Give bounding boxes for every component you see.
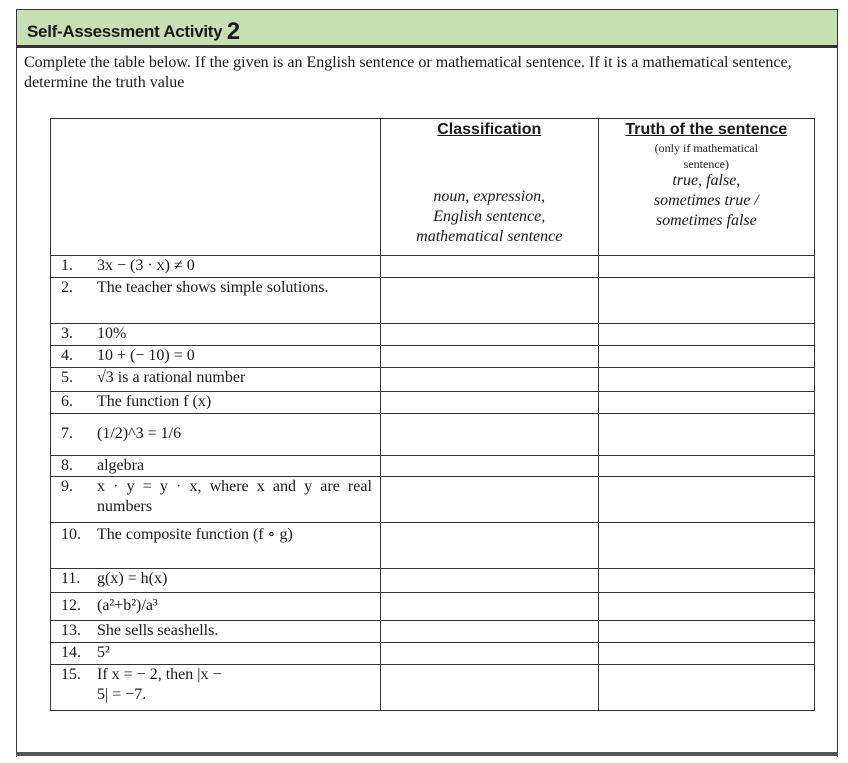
table-row [51, 392, 815, 414]
truth-answer-cell[interactable] [598, 256, 814, 278]
item-cell: 6. The function f (x) [51, 392, 381, 414]
table-row [51, 569, 815, 593]
table-row [51, 278, 815, 324]
item-cell: 10. The composite function (f ∘ g) [51, 523, 381, 569]
classification-answer-cell[interactable] [380, 278, 598, 324]
classification-answer-cell[interactable] [380, 569, 598, 593]
item-cell: 12. (a²+b²)/a³ [51, 593, 381, 621]
item-cell: 15. If x = − 2, then |x − 5| = −7. [51, 665, 381, 711]
bottom-border [16, 752, 838, 756]
classification-answer-cell[interactable] [380, 456, 598, 477]
table-row [51, 414, 815, 456]
item-cell: 13. She sells seashells. [51, 621, 381, 643]
truth-answer-cell[interactable] [598, 278, 814, 324]
table-row [51, 256, 815, 278]
truth-answer-cell[interactable] [598, 346, 814, 368]
header-divider [16, 46, 838, 48]
truth-answer-cell[interactable] [598, 621, 814, 643]
truth-answer-cell[interactable] [598, 643, 814, 665]
truth-answer-cell[interactable] [598, 392, 814, 414]
classification-answer-cell[interactable] [380, 665, 598, 711]
table-row [51, 593, 815, 621]
item-cell: 5. √3 is a rational number [51, 368, 381, 392]
truth-answer-cell[interactable] [598, 523, 814, 569]
classification-answer-cell[interactable] [380, 256, 598, 278]
assessment-table [50, 118, 815, 711]
table-row [51, 368, 815, 392]
classification-answer-cell[interactable] [380, 346, 598, 368]
truth-answer-cell[interactable] [598, 665, 814, 711]
item-cell: 8. algebra [51, 456, 381, 477]
classification-answer-cell[interactable] [380, 324, 598, 346]
truth-answer-cell[interactable] [598, 477, 814, 523]
truth-answer-cell[interactable] [598, 368, 814, 392]
classification-answer-cell[interactable] [380, 643, 598, 665]
item-cell: 4. 10 + (− 10) = 0 [51, 346, 381, 368]
classification-answer-cell[interactable] [380, 392, 598, 414]
truth-answer-cell[interactable] [598, 456, 814, 477]
table-header-row [51, 119, 815, 256]
item-cell: 11. g(x) = h(x) [51, 569, 381, 593]
item-cell: 1. 3x − (3 · x) ≠ 0 [51, 256, 381, 278]
activity-header [16, 9, 838, 46]
classification-answer-cell[interactable] [380, 593, 598, 621]
truth-answer-cell[interactable] [598, 414, 814, 456]
header-truth: Truth of the sentence (only if mathematical sentence) true, false, sometimes true / sometimes false [598, 119, 814, 256]
item-cell: 3. 10% [51, 324, 381, 346]
truth-answer-cell[interactable] [598, 593, 814, 621]
item-cell: 9. x · y = y · x, where x and y are real numbers [51, 477, 381, 523]
item-cell: 7. (1/2)^3 = 1/6 [51, 414, 381, 456]
header-item-cell [51, 119, 381, 256]
table-row [51, 621, 815, 643]
classification-answer-cell[interactable] [380, 523, 598, 569]
table-row [51, 324, 815, 346]
activity-title: Self-Assessment Activity 2 [27, 18, 240, 45]
table-row [51, 477, 815, 523]
table-row [51, 346, 815, 368]
table-row [51, 456, 815, 477]
classification-answer-cell[interactable] [380, 621, 598, 643]
classification-answer-cell[interactable] [380, 414, 598, 456]
classification-answer-cell[interactable] [380, 477, 598, 523]
header-classification: Classification noun, expression, English sentence, mathematical sentence [380, 119, 598, 256]
instructions-text: Complete the table below. If the given is an English sentence or mathematical sentence. If it is a mathematical sentence, determine the truth value [24, 54, 792, 91]
table-row [51, 643, 815, 665]
item-cell: 14. 5² [51, 643, 381, 665]
table-row [51, 523, 815, 569]
truth-answer-cell[interactable] [598, 324, 814, 346]
classification-answer-cell[interactable] [380, 368, 598, 392]
truth-answer-cell[interactable] [598, 569, 814, 593]
item-cell: 2. The teacher shows simple solutions. [51, 278, 381, 324]
table-row [51, 665, 815, 711]
